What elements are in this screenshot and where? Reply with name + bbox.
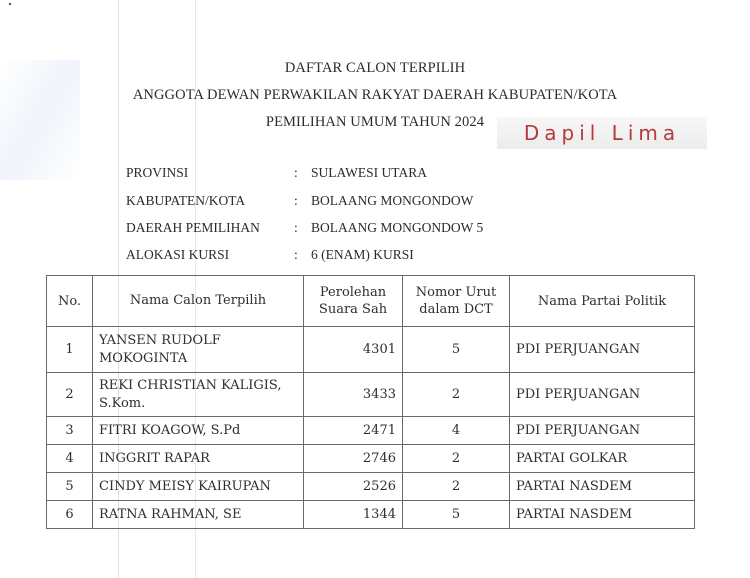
elected-candidates-table	[46, 275, 695, 529]
cell-order: 2	[403, 445, 510, 473]
table-header-row	[47, 276, 695, 327]
header-name: Nama Calon Terpilih	[93, 276, 304, 327]
cell-votes: 4301	[304, 327, 403, 373]
cell-name: FITRI KOAGOW, S.Pd	[93, 417, 304, 445]
cell-votes: 1344	[304, 501, 403, 529]
cell-name: INGGRIT RAPAR	[93, 445, 304, 473]
cell-party: PARTAI NASDEM	[510, 501, 695, 529]
document-subtitle: ANGGOTA DEWAN PERWAKILAN RAKYAT DAERAH KABUPATEN/KOTA	[132, 87, 618, 103]
cell-order: 2	[403, 373, 510, 417]
document-title: DAFTAR CALON TERPILIH	[284, 60, 466, 76]
cell-party: PARTAI GOLKAR	[510, 445, 695, 473]
cell-order: 2	[403, 473, 510, 501]
info-key: PROVINSI	[126, 165, 189, 180]
header-votes: Perolehan Suara Sah	[304, 276, 403, 327]
info-value: BOLAANG MONGONDOW 5	[311, 220, 484, 235]
cell-no: 4	[47, 445, 93, 473]
cell-name: RATNA RAHMAN, SE	[93, 501, 304, 529]
cell-order: 5	[403, 501, 510, 529]
cell-votes: 2471	[304, 417, 403, 445]
info-key: DAERAH PEMILIHAN	[126, 220, 260, 235]
header-party: Nama Partai Politik	[510, 276, 695, 327]
info-colon: :	[294, 165, 298, 180]
cell-name: REKI CHRISTIAN KALIGIS, S.Kom.	[93, 373, 304, 417]
cell-votes: 2746	[304, 445, 403, 473]
cell-party: PDI PERJUANGAN	[510, 417, 695, 445]
header-order: Nomor Urut dalam DCT	[403, 276, 510, 327]
table-row	[47, 417, 695, 445]
info-value: 6 (ENAM) KURSI	[311, 247, 414, 262]
table-row	[47, 327, 695, 373]
cell-party: PARTAI NASDEM	[510, 473, 695, 501]
header-no: No.	[47, 276, 93, 327]
cell-order: 4	[403, 417, 510, 445]
cell-order: 5	[403, 327, 510, 373]
info-colon: :	[294, 247, 298, 262]
cell-name: YANSEN RUDOLF MOKOGINTA	[93, 327, 304, 373]
info-key: KABUPATEN/KOTA	[126, 193, 246, 208]
cell-votes: 2526	[304, 473, 403, 501]
cell-votes: 3433	[304, 373, 403, 417]
scan-speck	[9, 3, 11, 5]
table-row	[47, 473, 695, 501]
table-row	[47, 501, 695, 529]
cell-party: PDI PERJUANGAN	[510, 327, 695, 373]
cell-no: 3	[47, 417, 93, 445]
dapil-overlay-label: Dapil Lima	[497, 117, 707, 149]
info-key: ALOKASI KURSI	[126, 247, 230, 262]
document-election-year: PEMILIHAN UMUM TAHUN 2024	[265, 114, 485, 130]
cell-no: 2	[47, 373, 93, 417]
info-value: BOLAANG MONGONDOW	[311, 193, 474, 208]
cell-name: CINDY MEISY KAIRUPAN	[93, 473, 304, 501]
cell-party: PDI PERJUANGAN	[510, 373, 695, 417]
info-value: SULAWESI UTARA	[311, 165, 427, 180]
table-row	[47, 445, 695, 473]
info-colon: :	[294, 193, 298, 208]
cell-no: 5	[47, 473, 93, 501]
info-colon: :	[294, 220, 298, 235]
table-row	[47, 373, 695, 417]
cell-no: 6	[47, 501, 93, 529]
cell-no: 1	[47, 327, 93, 373]
